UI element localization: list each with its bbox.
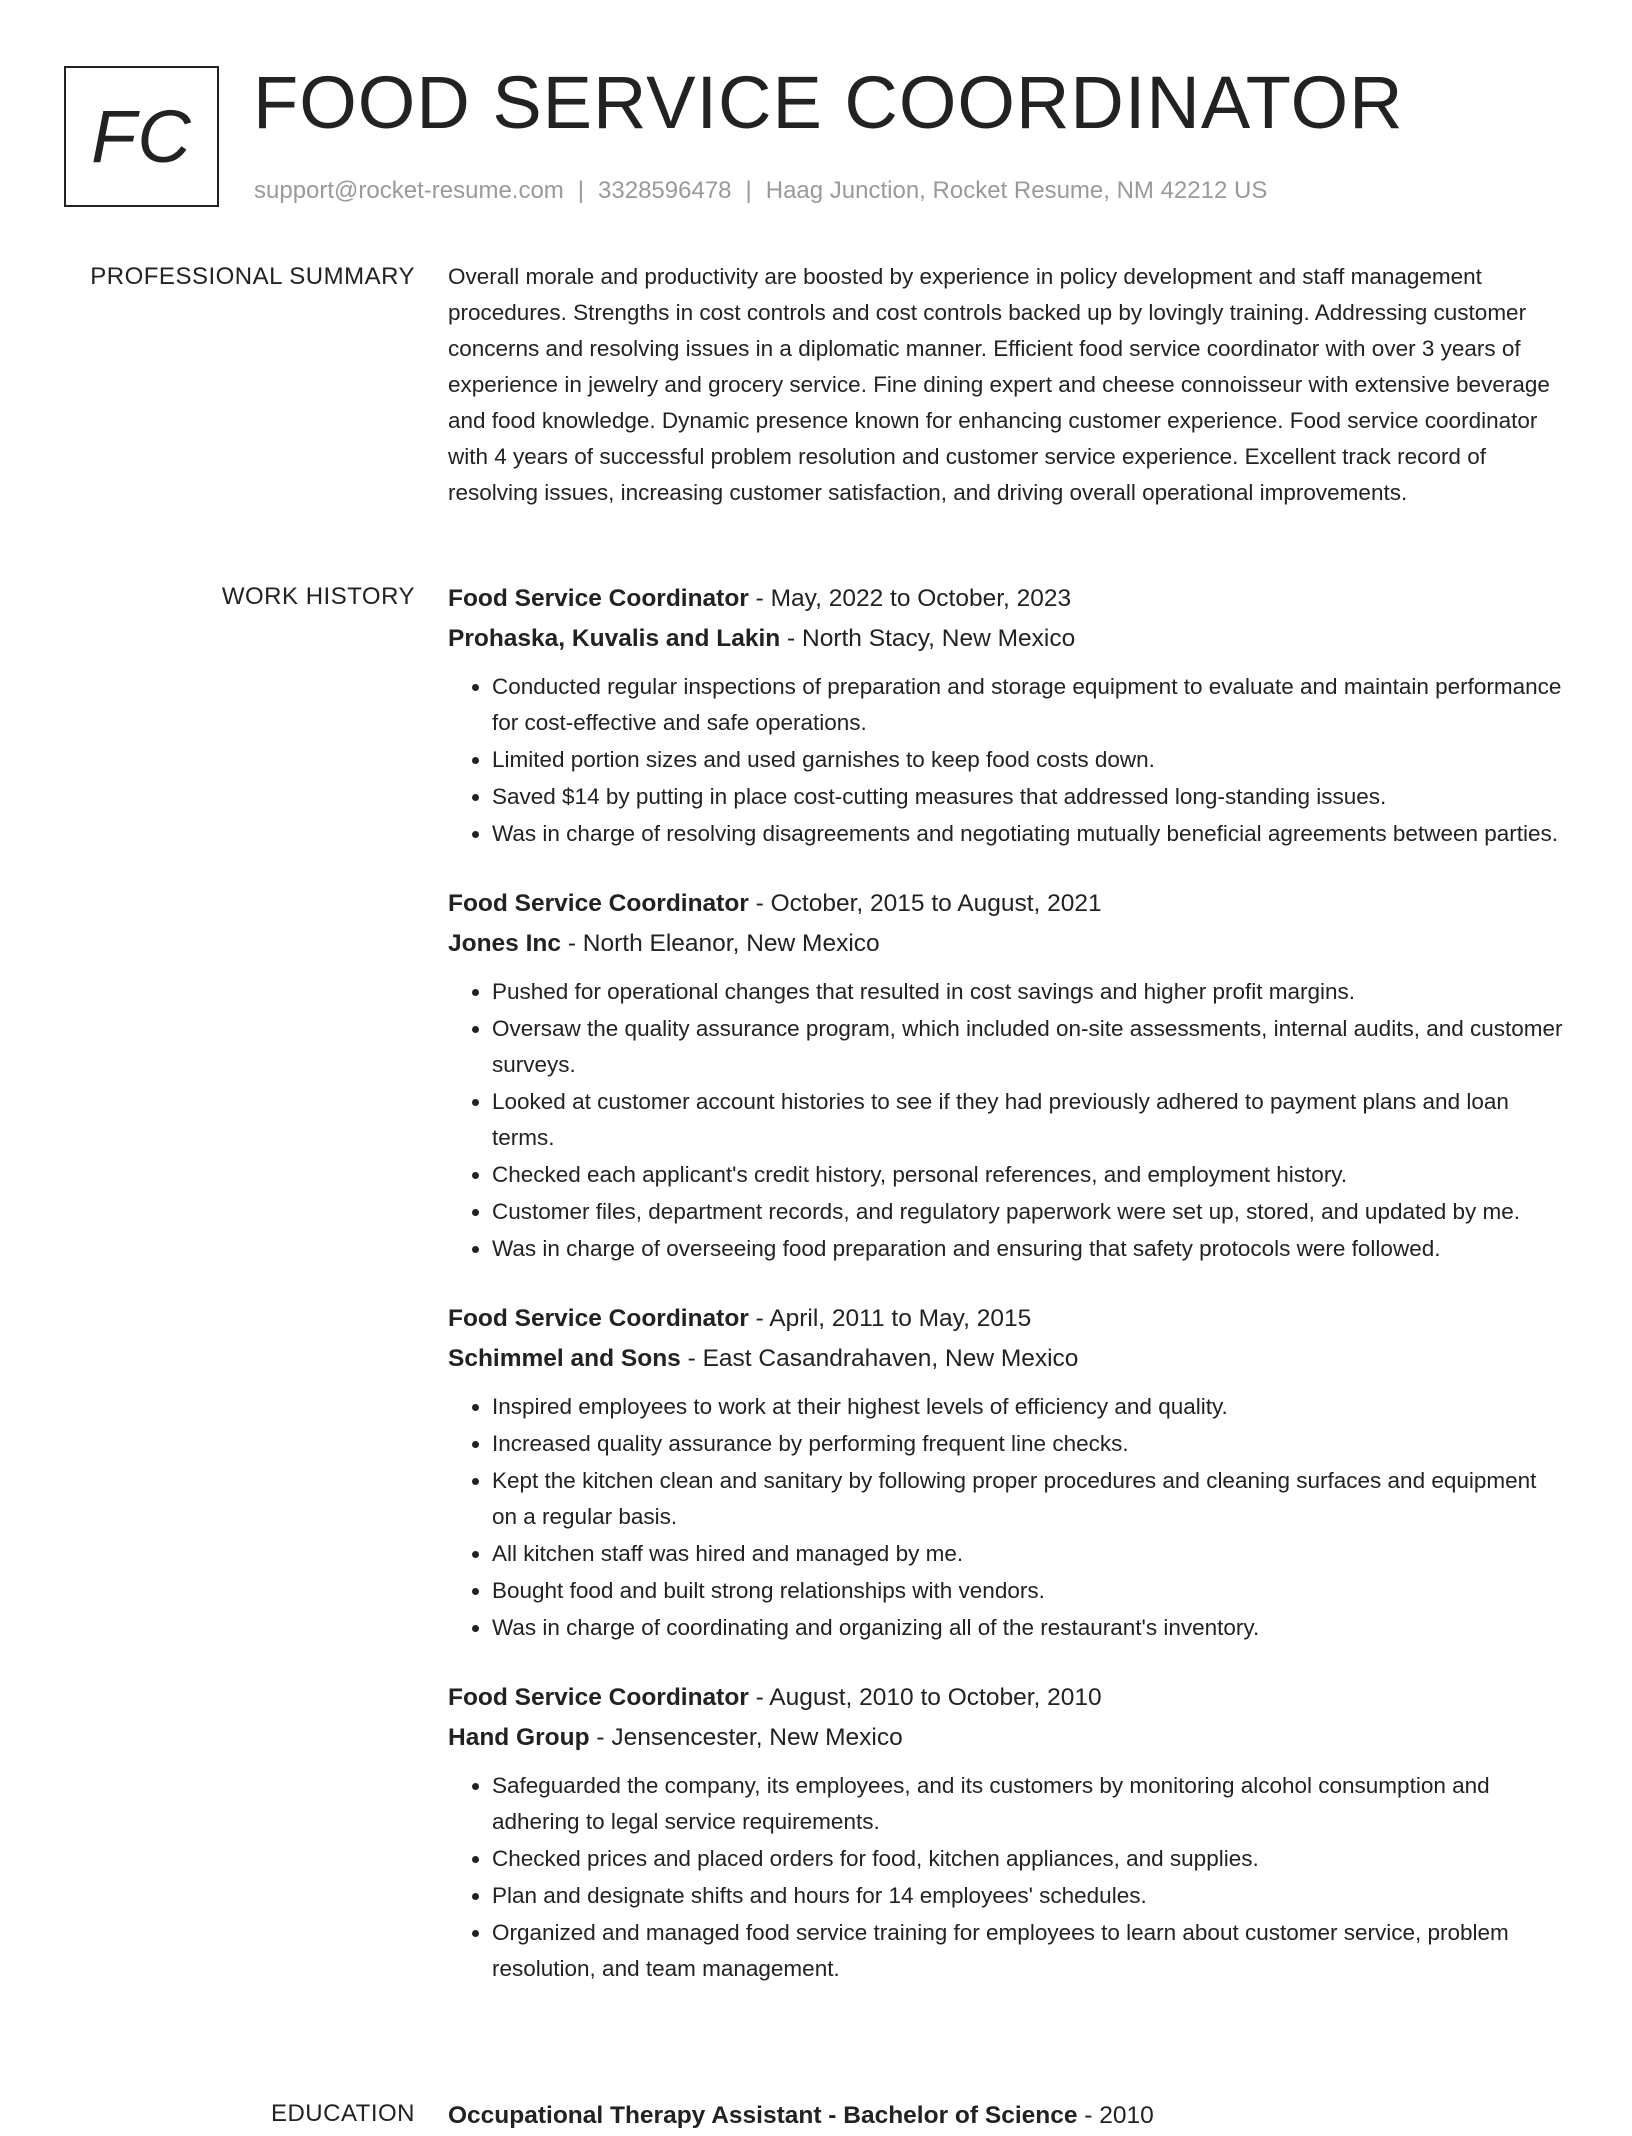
contact-phone: 3328596478 — [598, 177, 732, 204]
job-title-line — [448, 579, 1566, 619]
job-company-line — [448, 924, 1566, 964]
education-heading: EDUCATION — [270, 2100, 415, 2127]
job-bullet: • Conducted regular inspections of preparation and storage equipment to evaluate and maintain performance for cost-effective and safe operations. — [492, 669, 1566, 741]
job-bullet: • Customer files, department records, and regulatory paperwork were set up, stored, and updated by me. — [492, 1194, 1566, 1230]
job-bullet-list — [448, 669, 1566, 852]
education-degree: Occupational Therapy Assistant — [448, 2102, 822, 2129]
job-bullet-list — [448, 1389, 1566, 1646]
job-bullet: • Inspired employees to work at their highest levels of efficiency and quality. — [492, 1389, 1566, 1425]
job-bullet: • Limited portion sizes and used garnishes to keep food costs down. — [492, 742, 1566, 778]
job-title: Food Service Coordinator — [448, 1305, 749, 1332]
job-title: Food Service Coordinator — [448, 585, 749, 612]
contact-separator: | — [577, 177, 585, 204]
job-title-line — [448, 1299, 1566, 1339]
job-entry — [448, 1678, 1566, 1987]
job-bullet: • Was in charge of coordinating and organizing all of the restaurant's inventory. — [492, 1610, 1566, 1646]
monogram-badge: FC — [64, 66, 219, 207]
job-bullet: • Was in charge of resolving disagreements and negotiating mutually beneficial agreements between parties. — [492, 816, 1566, 852]
job-bullet: • Pushed for operational changes that resulted in cost savings and higher profit margins. — [492, 974, 1566, 1010]
job-bullet: • Saved $14 by putting in place cost-cutting measures that addressed long-standing issues. — [492, 779, 1566, 815]
job-company: Schimmel and Sons — [448, 1345, 681, 1372]
contact-line — [254, 174, 1267, 208]
work-history-heading: WORK HISTORY — [221, 583, 415, 610]
job-company-line — [448, 1339, 1566, 1379]
job-dates: - August, 2010 to October, 2010 — [748, 1684, 1102, 1711]
education-degree-type: - Bachelor of Science — [821, 2102, 1078, 2129]
job-bullet: • Plan and designate shifts and hours for 14 employees' schedules. — [492, 1878, 1566, 1914]
summary-heading: PROFESSIONAL SUMMARY — [90, 263, 415, 290]
job-title-line — [448, 1678, 1566, 1718]
job-dates: - May, 2022 to October, 2023 — [748, 585, 1072, 612]
job-company: Prohaska, Kuvalis and Lakin — [448, 625, 781, 652]
page-title: FOOD SERVICE COORDINATOR — [253, 61, 1404, 144]
job-title: Food Service Coordinator — [448, 1684, 749, 1711]
job-bullet: • Oversaw the quality assurance program, which included on-site assessments, internal audits, and customer surveys. — [492, 1011, 1566, 1083]
work-history-body — [448, 579, 1566, 2019]
job-location: - East Casandrahaven, New Mexico — [680, 1345, 1079, 1372]
contact-address: Haag Junction, Rocket Resume, NM 42212 US — [765, 177, 1268, 204]
job-location: - Jensencester, New Mexico — [589, 1724, 903, 1751]
summary-text: Overall morale and productivity are boosted by experience in policy development and staff management procedures. Strengths in cost controls and cost controls backed up by lovingly training. Addressing customer concerns and resolving issues in a diplomatic manner. Efficient food service coordinator with over 3 years of experience in jewelry and grocery service. Fine dining expert and cheese connoisseur with extensive beverage and food knowledge. Dynamic presence known for enhancing customer experience. Food service coordinator with 4 years of successful problem resolution and customer service experience. Excellent track record of resolving issues, increasing customer satisfaction, and driving overall operational improvements. — [448, 264, 1550, 505]
job-bullet-list — [448, 974, 1566, 1267]
job-entry — [448, 1299, 1566, 1646]
job-dates: - October, 2015 to August, 2021 — [748, 890, 1102, 917]
job-location: - North Eleanor, New Mexico — [561, 930, 880, 957]
education-body — [448, 2096, 1566, 2136]
job-bullet: • Kept the kitchen clean and sanitary by following proper procedures and cleaning surfaces and equipment on a regular basis. — [492, 1463, 1566, 1535]
job-title-line — [448, 884, 1566, 924]
job-bullet: • Was in charge of overseeing food preparation and ensuring that safety protocols were followed. — [492, 1231, 1566, 1267]
job-bullet: • Checked each applicant's credit history, personal references, and employment history. — [492, 1157, 1566, 1193]
education-year: - 2010 — [1077, 2102, 1154, 2129]
job-bullet: • Safeguarded the company, its employees, and its customers by monitoring alcohol consumption and adhering to legal service requirements. — [492, 1768, 1566, 1840]
job-bullet: • All kitchen staff was hired and managed by me. — [492, 1536, 1566, 1572]
job-title: Food Service Coordinator — [448, 890, 749, 917]
job-bullet: • Bought food and built strong relationships with vendors. — [492, 1573, 1566, 1609]
job-entry — [448, 884, 1566, 1267]
job-location: - North Stacy, New Mexico — [780, 625, 1076, 652]
job-entry — [448, 579, 1566, 852]
job-company: Jones Inc — [448, 930, 562, 957]
job-bullet-list — [448, 1768, 1566, 1987]
job-company-line — [448, 1718, 1566, 1758]
job-bullet: • Looked at customer account histories to see if they had previously adhered to payment plans and loan terms. — [492, 1084, 1566, 1156]
education-line — [448, 2096, 1566, 2136]
contact-email: support@rocket-resume.com — [254, 177, 564, 204]
job-bullet: • Organized and managed food service training for employees to learn about customer service, problem resolution, and team management. — [492, 1915, 1566, 1987]
summary-body — [448, 259, 1566, 511]
job-company-line — [448, 619, 1566, 659]
job-bullet: • Increased quality assurance by performing frequent line checks. — [492, 1426, 1566, 1462]
job-company: Hand Group — [448, 1724, 590, 1751]
job-bullet: • Checked prices and placed orders for food, kitchen appliances, and supplies. — [492, 1841, 1566, 1877]
job-dates: - April, 2011 to May, 2015 — [748, 1305, 1032, 1332]
contact-separator: | — [745, 177, 752, 204]
